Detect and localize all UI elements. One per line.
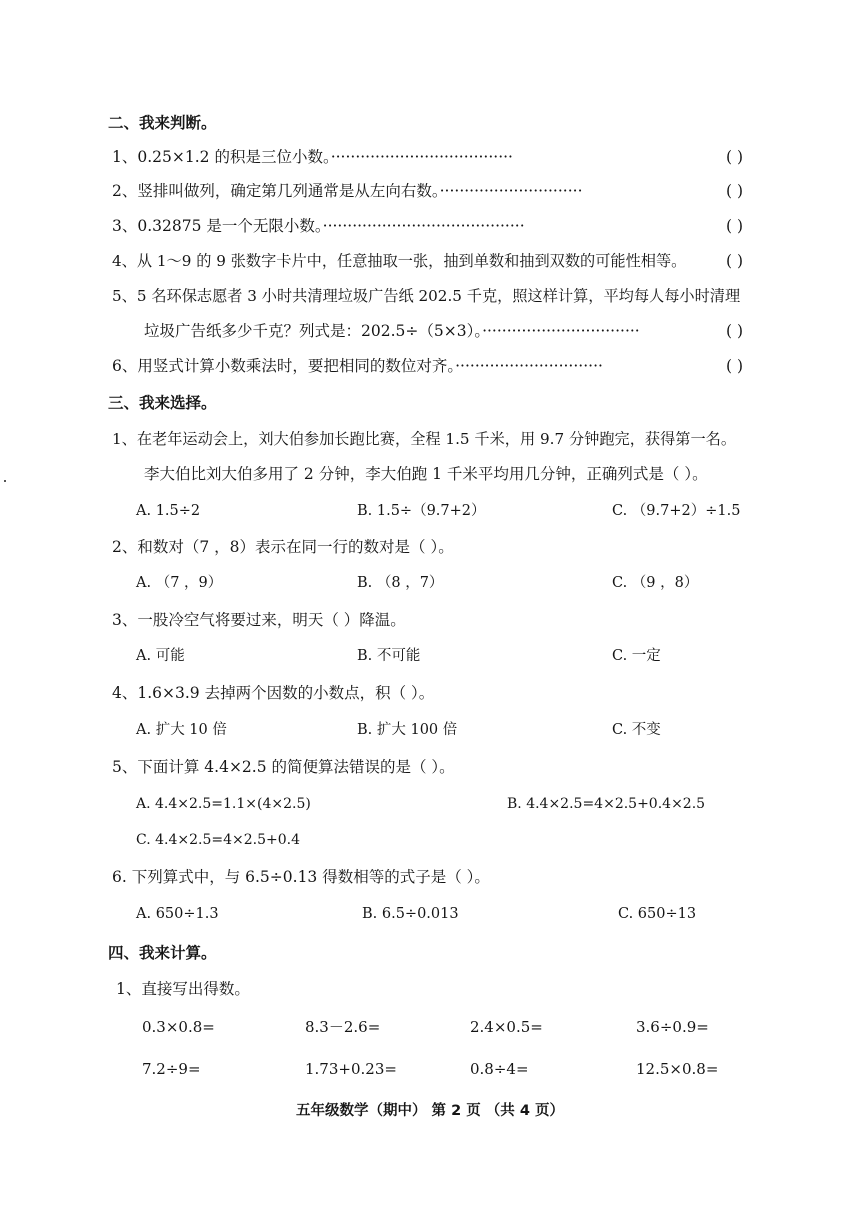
choice-q2: 2、和数对（7 ，8）表示在同一行的数对是（ ）。 xyxy=(112,538,454,556)
answer-paren-4[interactable]: ( ) xyxy=(726,252,744,270)
choice-q3-option-a[interactable]: A. 可能 xyxy=(136,648,185,664)
section-heading-judge: 二、我来判断。 xyxy=(108,114,217,132)
calc-item[interactable]: 3.6÷0.9= xyxy=(636,1018,709,1036)
judge-item-5-line1: 5、5 名环保志愿者 3 小时共清理垃圾广告纸 202.5 千克，照这样计算，平均每人每小时清理 xyxy=(112,287,741,305)
choice-q3: 3、一股冷空气将要过来，明天（ ）降温。 xyxy=(112,611,406,629)
choice-q5-option-b[interactable]: B. 4.4×2.5=4×2.5+0.4×2.5 xyxy=(507,796,706,812)
choice-q1-line2: 李大伯比刘大伯多用了 2 分钟，李大伯跑 1 千米平均用几分钟，正确列式是（ ）。 xyxy=(144,465,708,483)
judge-item-4: 4、从 1～9 的 9 张数字卡片中，任意抽取一张，抽到单数和抽到双数的可能性相等。 xyxy=(112,252,687,270)
answer-paren-6[interactable]: ( ) xyxy=(726,357,744,375)
calc-item[interactable]: 8.3－2.6= xyxy=(305,1018,381,1036)
calc-item[interactable]: 0.8÷4= xyxy=(470,1060,529,1078)
choice-q1-option-b[interactable]: B. 1.5÷（9.7+2） xyxy=(357,503,486,519)
choice-q4: 4、1.6×3.9 去掉两个因数的小数点，积（ ）。 xyxy=(112,684,435,702)
judge-item-1: 1、0.25×1.2 的积是三位小数。····································· xyxy=(112,148,513,166)
judge-item-3: 3、0.32875 是一个无限小数。········································· xyxy=(112,217,525,235)
choice-q3-option-b[interactable]: B. 不可能 xyxy=(357,648,421,664)
judge-item-2: 2、竖排叫做列，确定第几列通常是从左向右数。····························· xyxy=(112,182,583,200)
answer-paren-3[interactable]: ( ) xyxy=(726,217,744,235)
choice-q5-option-a[interactable]: A. 4.4×2.5=1.1×(4×2.5) xyxy=(136,796,311,812)
choice-q2-option-b[interactable]: B. （8 ，7） xyxy=(357,575,444,591)
choice-q2-option-c[interactable]: C. （9 ，8） xyxy=(612,575,699,591)
calc-item[interactable]: 7.2÷9= xyxy=(142,1060,201,1078)
section-heading-choose: 三、我来选择。 xyxy=(108,394,217,412)
section-heading-calc: 四、我来计算。 xyxy=(108,944,217,962)
calc-item[interactable]: 12.5×0.8= xyxy=(636,1060,719,1078)
scan-speck xyxy=(4,480,6,482)
choice-q5: 5、下面计算 4.4×2.5 的简便算法错误的是（ ）。 xyxy=(112,758,455,776)
choice-q6: 6. 下列算式中，与 6.5÷0.13 得数相等的式子是（ ）。 xyxy=(112,868,490,886)
choice-q4-option-a[interactable]: A. 扩大 10 倍 xyxy=(136,722,227,738)
calc-item[interactable]: 1.73+0.23= xyxy=(305,1060,397,1078)
choice-q1-option-c[interactable]: C. （9.7+2）÷1.5 xyxy=(612,503,741,519)
choice-q4-option-b[interactable]: B. 扩大 100 倍 xyxy=(357,722,458,738)
choice-q1-option-a[interactable]: A. 1.5÷2 xyxy=(136,503,201,519)
choice-q6-option-b[interactable]: B. 6.5÷0.013 xyxy=(362,906,459,922)
answer-paren-2[interactable]: ( ) xyxy=(726,182,744,200)
calc-item[interactable]: 2.4×0.5= xyxy=(470,1018,543,1036)
calc-sub-heading: 1、直接写出得数。 xyxy=(116,980,250,998)
choice-q3-option-c[interactable]: C. 一定 xyxy=(612,648,661,664)
choice-q2-option-a[interactable]: A. （7 ，9） xyxy=(136,575,223,591)
choice-q5-option-c[interactable]: C. 4.4×2.5=4×2.5+0.4 xyxy=(136,832,301,848)
calc-item[interactable]: 0.3×0.8= xyxy=(142,1018,215,1036)
page-footer: 五年级数学（期中） 第 2 页 （共 4 页） xyxy=(296,1103,564,1119)
judge-item-5-line2: 垃圾广告纸多少千克？列式是：202.5÷（5×3）。································ xyxy=(144,322,640,340)
choice-q6-option-a[interactable]: A. 650÷1.3 xyxy=(136,906,219,922)
answer-paren-1[interactable]: ( ) xyxy=(726,148,744,166)
answer-paren-5[interactable]: ( ) xyxy=(726,322,744,340)
choice-q1-line1: 1、在老年运动会上，刘大伯参加长跑比赛，全程 1.5 千米，用 9.7 分钟跑完，获得第一名。 xyxy=(112,430,737,448)
judge-item-6: 6、用竖式计算小数乘法时，要把相同的数位对齐。······························ xyxy=(112,357,603,375)
choice-q4-option-c[interactable]: C. 不变 xyxy=(612,722,661,738)
choice-q6-option-c[interactable]: C. 650÷13 xyxy=(618,906,697,922)
